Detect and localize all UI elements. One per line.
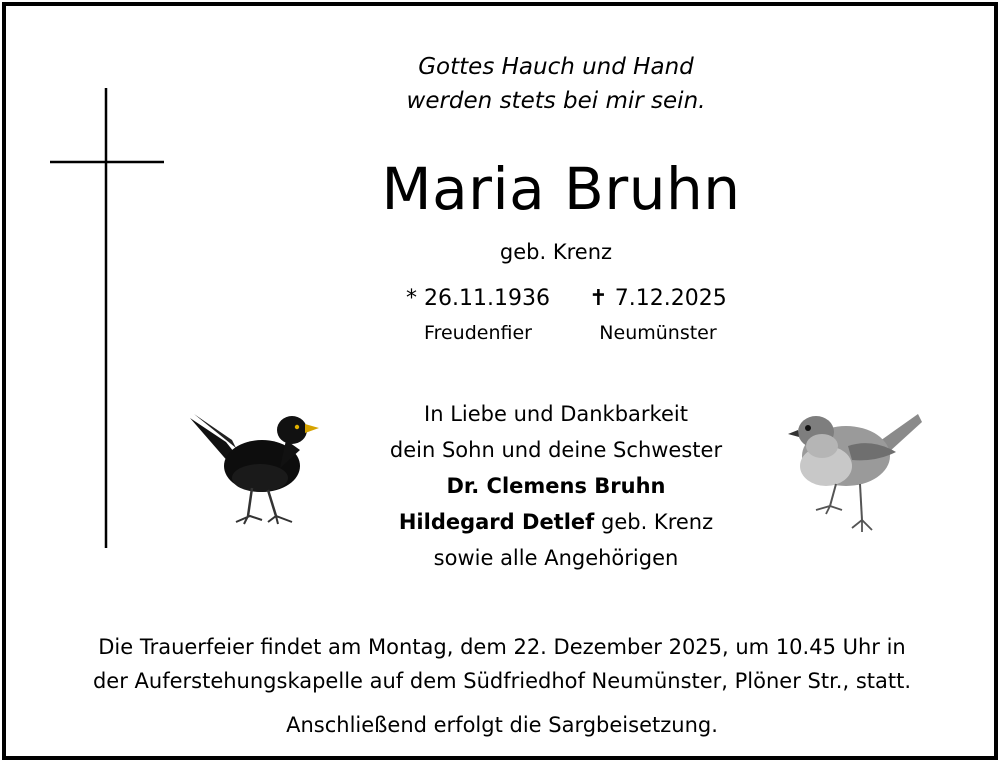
mourners-others: sowie alle Angehörigen xyxy=(433,546,679,570)
death-date: ✝ 7.12.2025 xyxy=(589,286,727,311)
mourner-2-suffix: geb. Krenz xyxy=(594,510,714,534)
burial-info: Anschließend erfolgt die Sargbeisetzung. xyxy=(286,713,718,737)
mourner-2-name: Hildegard Detlef xyxy=(398,510,595,534)
birth-place: Freudenfier xyxy=(424,322,532,344)
mourners-line-2: dein Sohn und deine Schwester xyxy=(389,438,723,462)
death-info xyxy=(558,284,758,348)
motto-line-2: werden stets bei mir sein. xyxy=(406,88,706,114)
birth-date: * 26.11.1936 xyxy=(406,286,550,311)
service-line-1: Die Trauerfeier findet am Montag, dem 22. Dezember 2025, um 10.45 Uhr in xyxy=(98,635,906,659)
mourners-line-1: In Liebe und Dankbarkeit xyxy=(424,402,688,426)
death-place: Neumünster xyxy=(599,322,717,344)
birth-name: geb. Krenz xyxy=(499,240,613,264)
mourner-2 xyxy=(306,504,806,540)
birth-info xyxy=(378,284,578,348)
deceased-name: Maria Bruhn xyxy=(381,155,741,223)
cross-icon xyxy=(46,88,166,553)
service-line-2: der Auferstehungskapelle auf dem Südfriedhof Neumünster, Plöner Str., statt. xyxy=(92,669,912,693)
motto-line-1: Gottes Hauch und Hand xyxy=(418,54,694,80)
robin-icon xyxy=(786,406,926,536)
mourners xyxy=(306,396,806,576)
mourner-1: Dr. Clemens Bruhn xyxy=(446,474,666,498)
obituary-notice xyxy=(2,2,998,760)
service-info xyxy=(6,630,998,698)
motto xyxy=(306,50,806,118)
